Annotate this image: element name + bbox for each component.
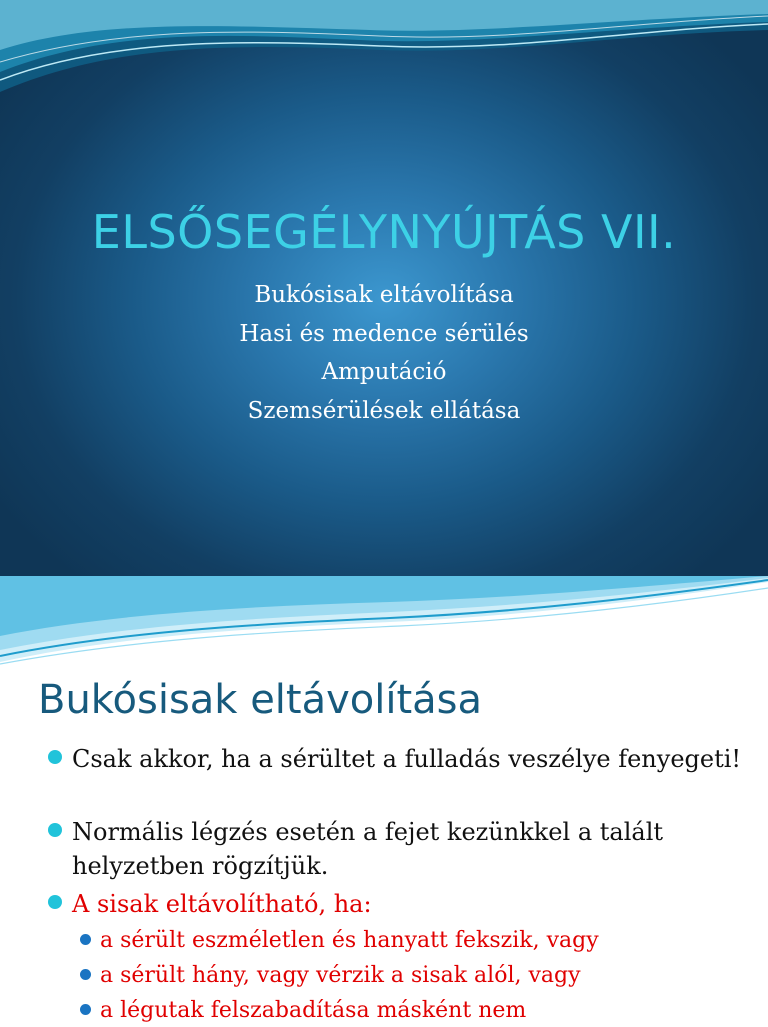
subtitle-line: Hasi és medence sérülés xyxy=(239,320,529,347)
bullet-dot-icon xyxy=(48,895,62,909)
bullet-dot-icon xyxy=(48,750,62,764)
sub-bullet-dot-icon xyxy=(80,969,91,980)
sub-bullet-item: a légutak felszabadítása másként nem xyxy=(80,995,750,1027)
sub-bullet-item: a sérült eszméletlen és hanyatt fekszik, vagy xyxy=(80,925,750,957)
wave-decoration-header xyxy=(0,576,768,671)
subtitle-line: Bukósisak eltávolítása xyxy=(254,282,514,308)
sub-bullet-dot-icon xyxy=(80,1004,91,1015)
subtitle-line: Amputáció xyxy=(321,359,447,385)
sub-bullet-item: a sérült hány, vagy vérzik a sisak alól, vagy xyxy=(80,960,750,992)
sub-bullet-dot-icon xyxy=(80,934,91,945)
content-title: Bukósisak eltávolítása xyxy=(38,677,483,723)
wave-decoration-top xyxy=(0,0,768,100)
subtitle-line: Szemsérülések ellátása xyxy=(247,397,521,424)
slide-title: ELSŐSEGÉLYNYÚJTÁS VII. xyxy=(91,205,677,259)
bullet-item: Normális légzés esetén a fejet kezünkkel a talált helyzetben rögzítjük. xyxy=(48,815,748,883)
bullet-item: Csak akkor, ha a sérültet a fulladás veszélye fenyegeti! xyxy=(48,742,748,776)
bullet-item: A sisak eltávolítható, ha: xyxy=(48,887,748,921)
bullet-dot-icon xyxy=(48,823,62,837)
subtitle-list xyxy=(0,276,768,430)
